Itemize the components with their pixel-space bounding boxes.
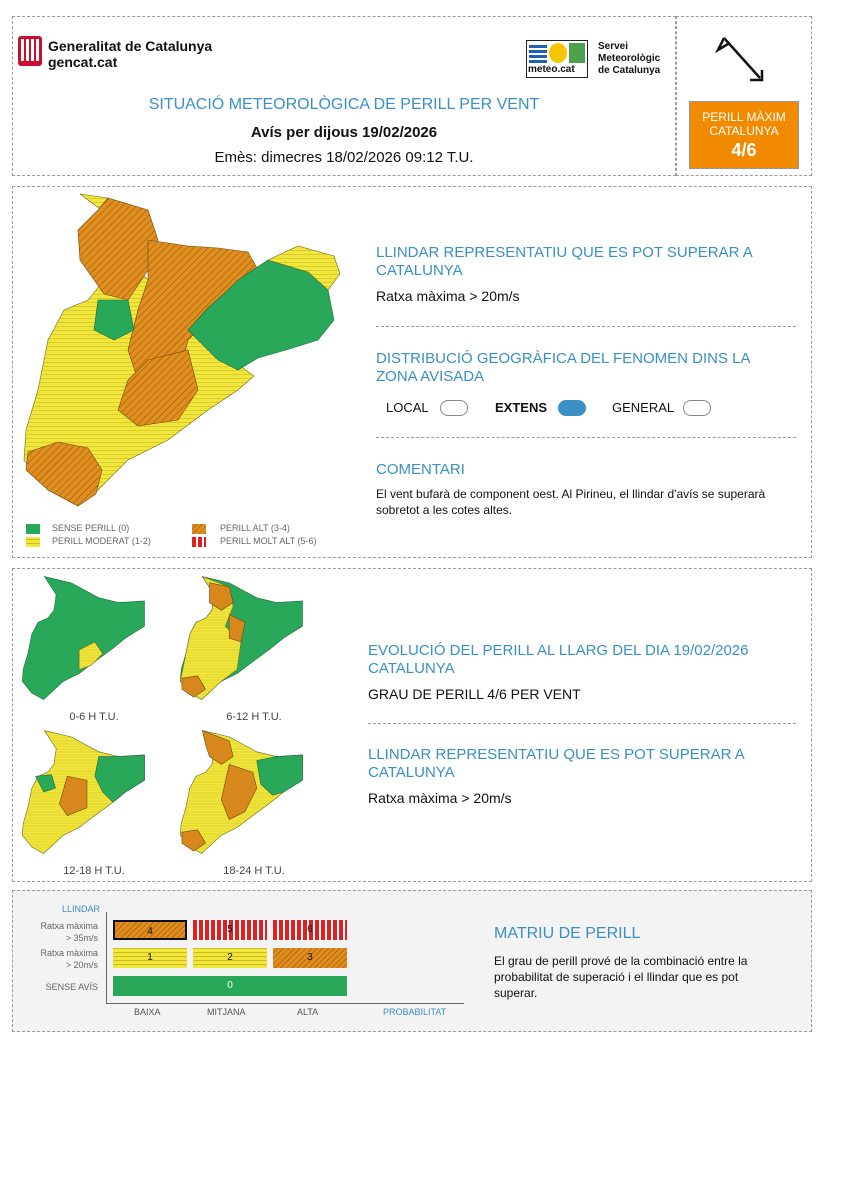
comment-title: COMENTARI [376,461,465,478]
max-danger-badge [689,101,799,169]
map-caption: 12-18 H T.U. [63,865,125,877]
row2-label-a: Ratxa màxima [40,948,98,958]
issued-date: Emès: dimecres 18/02/2026 09:12 T.U. [214,149,474,166]
distribution-title: DISTRIBUCIÓ GEOGRÀFICA DEL FENOMEN DINS LA ZONA AVISADA [376,350,750,385]
matrix-cell-6: 6 [273,920,347,940]
matrix-title: MATRIU DE PERILL [494,925,641,942]
dist-extens-label: EXTENS [495,400,548,415]
threshold-value-2: Ratxa màxima > 20m/s [368,790,512,806]
evolution-value: GRAU DE PERILL 4/6 PER VENT [368,686,581,702]
max-danger-value: 4/6 [731,140,757,160]
divider [368,723,796,724]
col-mitjana: MITJANA [207,1007,246,1017]
gencat-site: gencat.cat [48,54,118,70]
map-region-orange-south [26,442,102,506]
matrix-text: El grau de perill prové de la combinació entre la probabilitat de superació i el llindar que es pot superar. [494,954,748,1000]
matrix-cell-3: 3 [273,948,347,968]
legend-yellow-swatch [26,537,40,547]
legend-green-label: SENSE PERILL (0) [52,523,130,533]
legend-yellow-label: PERILL MODERAT (1-2) [52,536,151,546]
row1-label-a: Ratxa màxima [40,921,98,931]
gencat-name: Generalitat de Catalunya [48,38,213,54]
matrix-cell-1: 1 [113,948,187,968]
legend-orange-swatch [192,524,206,534]
matrix-cell-5: 5 [193,920,267,940]
threshold-value: Ratxa màxima > 20m/s [376,288,520,304]
gencat-logo-icon [18,36,42,66]
row1-label-b: > 35m/s [65,933,98,943]
dist-extens-toggle[interactable] [558,400,586,416]
col-probabilitat: PROBABILITAT [383,1007,447,1017]
col-baixa: BAIXA [134,1007,161,1017]
max-danger-label-2: CATALUNYA [709,124,779,138]
divider [376,437,796,438]
matrix-cell-0: 0 [113,976,347,996]
row2-label-b: > 20m/s [65,960,98,970]
catalonia-danger-map [18,190,348,510]
matrix-cell-2: 2 [193,948,267,968]
smc-brand: meteo.cat [528,64,575,75]
threshold-title: LLINDAR REPRESENTATIU QUE ES POT SUPERAR A CATALUNYA [376,244,752,279]
page-title: SITUACIÓ METEOROLÒGICA DE PERILL PER VENT [148,96,540,113]
map-6-12 [178,570,308,706]
divider [376,326,796,327]
col-alta: ALTA [297,1007,319,1017]
matrix-x-axis [106,1003,464,1004]
map-0-6 [20,570,150,706]
map-12-18 [20,724,150,860]
legend-red-swatch [192,537,206,547]
dist-general-label: GENERAL [612,400,675,415]
comment-text: El vent bufarà de component oest. Al Pirineu, el llindar d'avís se superarà sobretot a les cotes altes. [376,487,766,517]
map-18-24 [178,724,308,860]
legend-orange-label: PERILL ALT (3-4) [220,523,290,533]
evolution-title: EVOLUCIÓ DEL PERILL AL LLARG DEL DIA 19/02/2026 CATALUNYA [368,642,749,677]
dist-local-label: LOCAL [386,400,429,415]
max-danger-label-1: PERILL MÀXIM [702,110,786,124]
legend-red-label: PERILL MOLT ALT (5-6) [220,536,317,546]
map-caption: 6-12 H T.U. [226,711,282,723]
dist-general-toggle[interactable] [683,400,711,416]
map-caption: 0-6 H T.U. [69,711,119,723]
smc-line1: Servei [598,41,629,52]
matrix-y-axis [106,912,107,1004]
warning-date: Avís per dijous 19/02/2026 [250,124,438,141]
matrix-llindar-label: LLINDAR [62,904,101,914]
row3-label: SENSE AVÍS [45,982,98,992]
legend-green-swatch [26,524,40,534]
threshold-title-2: LLINDAR REPRESENTATIU QUE ES POT SUPERAR A CATALUNYA [368,746,744,781]
wind-direction-arrow-icon [714,28,774,88]
dist-local-toggle[interactable] [440,400,468,416]
smc-line3: de Catalunya [598,65,661,76]
smc-line2: Meteorològic [598,53,661,64]
matrix-cell-4: 4 [113,920,187,940]
map-caption: 18-24 H T.U. [223,865,285,877]
